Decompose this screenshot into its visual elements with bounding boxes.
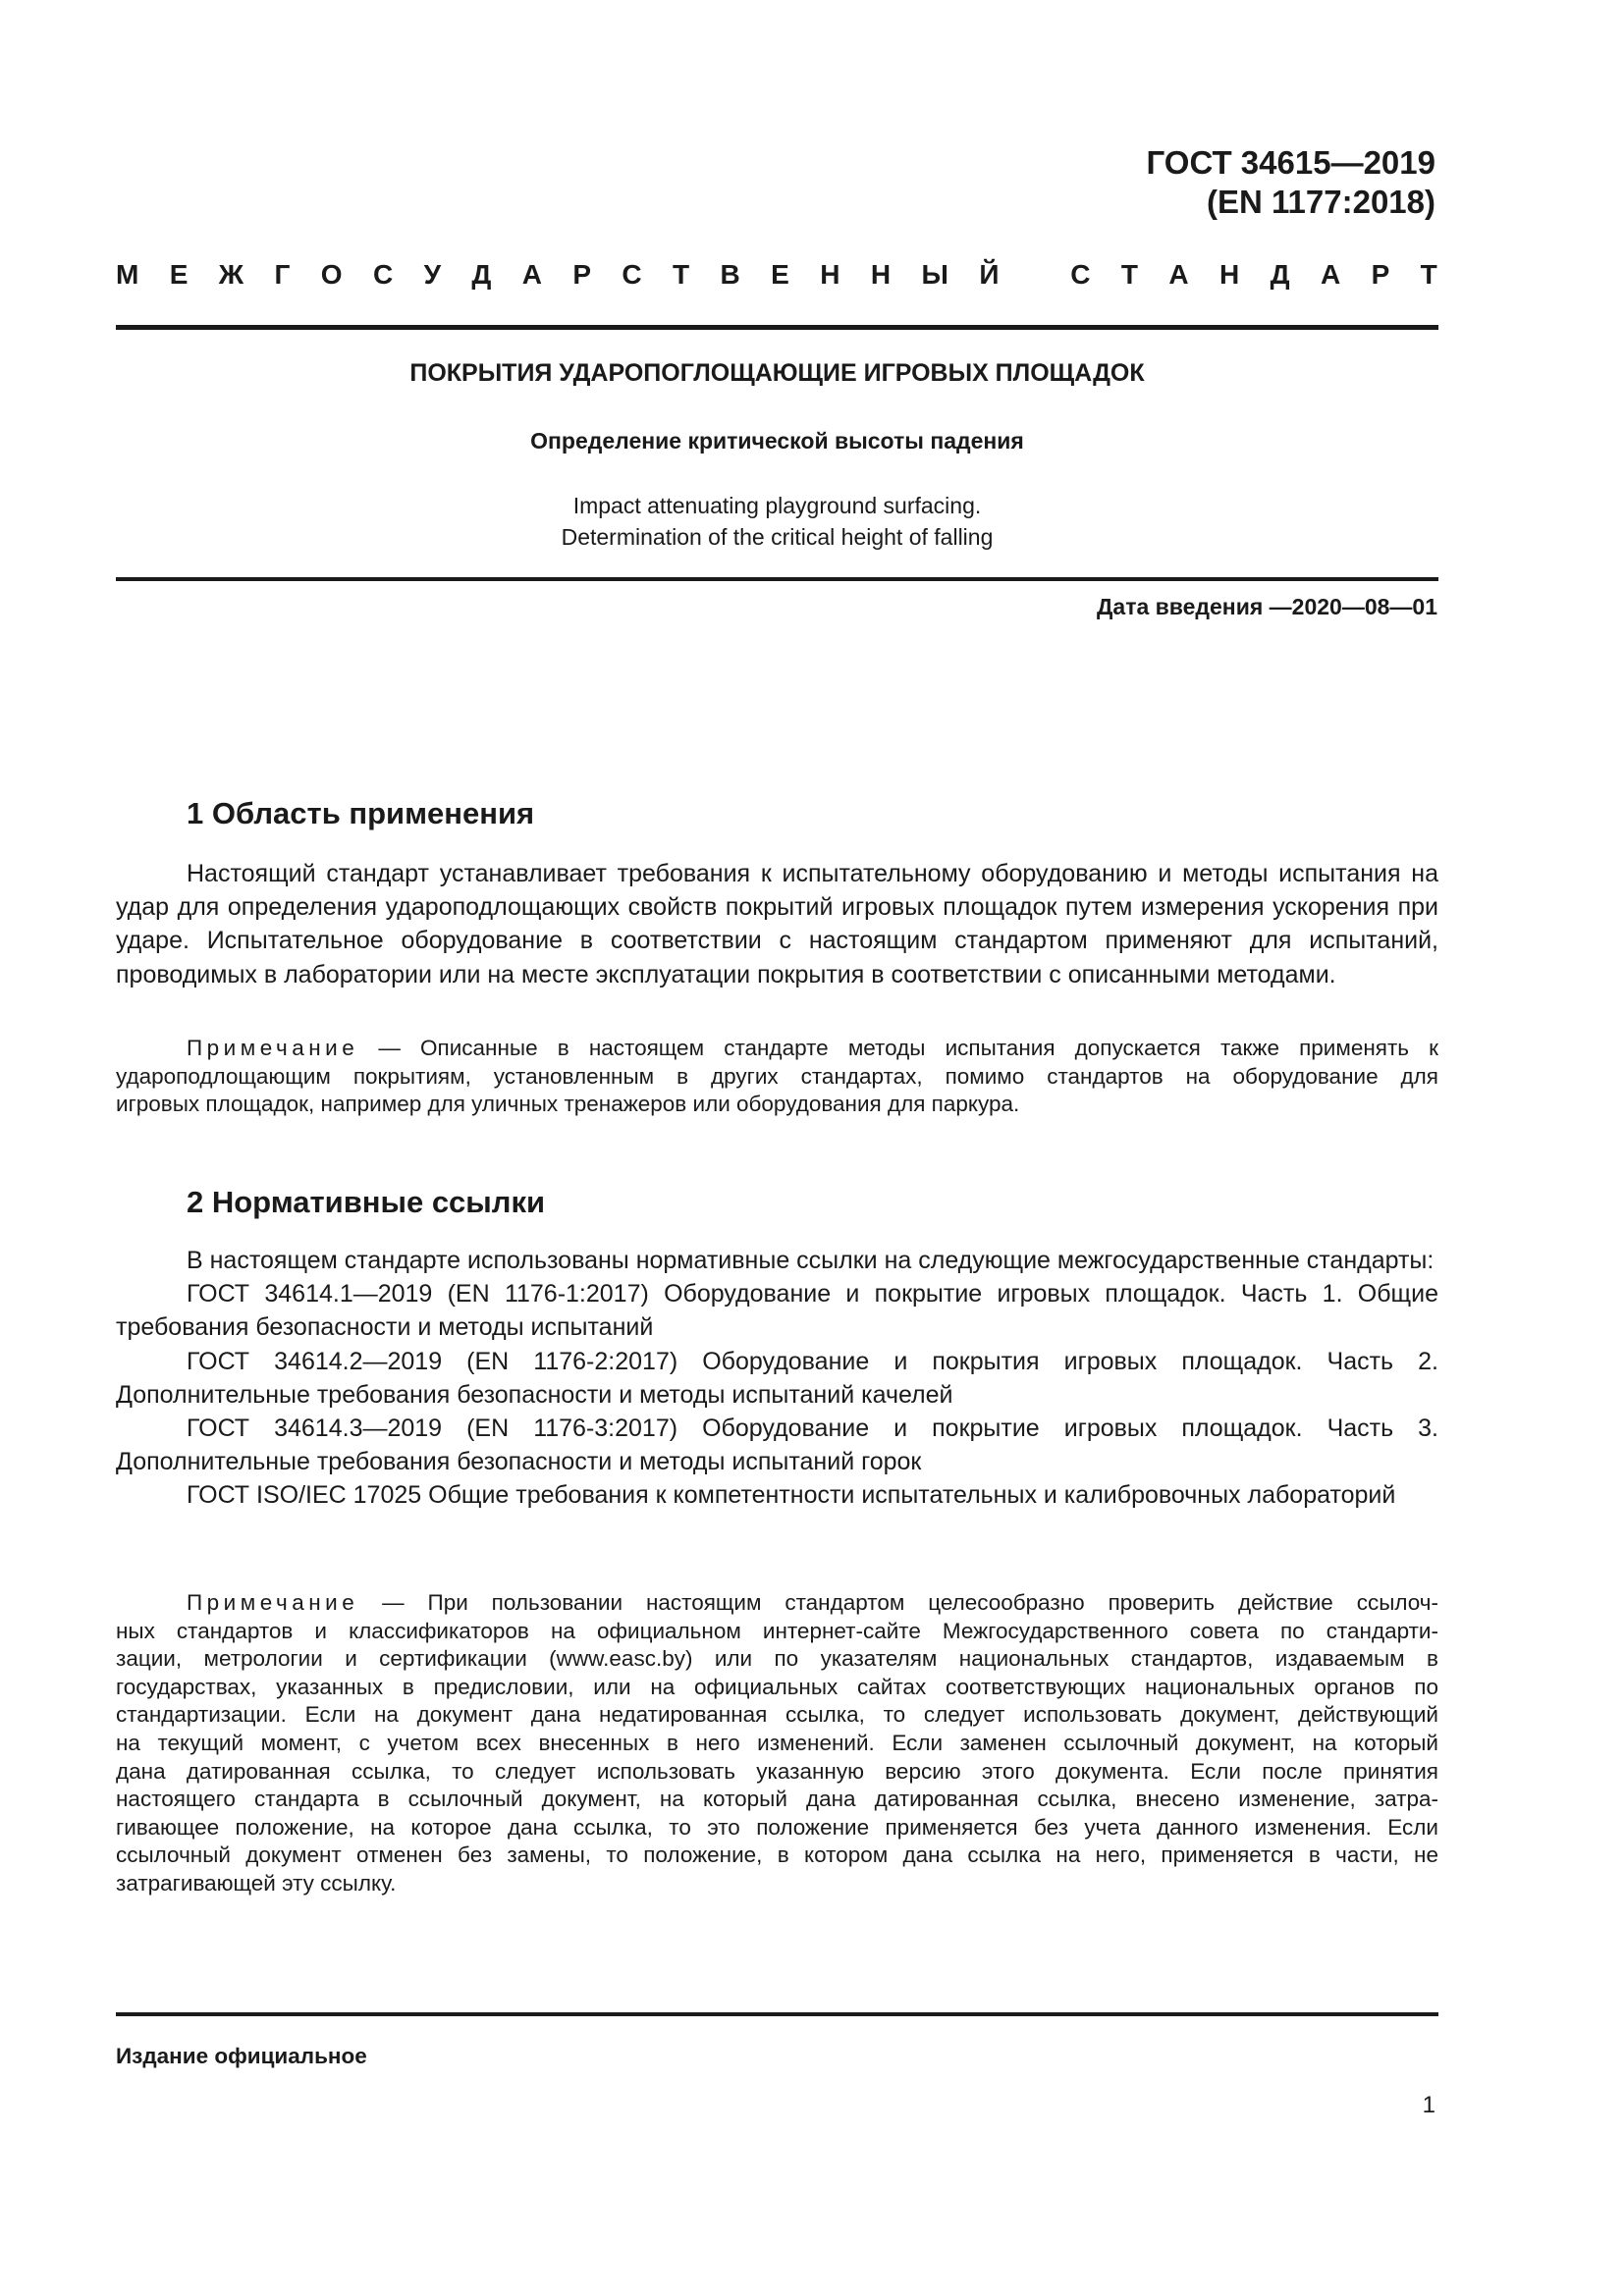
note-line: государствах, указанных в предисловии, или на официальных сайтах соответствующих национальных органов по <box>116 1674 1438 1699</box>
note-line: Примечание — При пользовании настоящим стандартом целесообразно проверить действие ссылоч- <box>187 1590 1438 1615</box>
heading-letter: Г <box>274 259 291 290</box>
reference-item: ГОСТ ISO/IEC 17025 Общие требования к компетентности испытательных и калибровочных лабораторий <box>187 1481 1396 1510</box>
heading-letter: А <box>1168 259 1189 290</box>
document-number-gost: ГОСТ 34615—2019 <box>1146 144 1435 181</box>
heading-letter: А <box>521 259 542 290</box>
heading-letter: Е <box>169 259 189 290</box>
document-subtitle: Определение критической высоты падения <box>530 428 1024 454</box>
heading-letter: Н <box>870 259 892 290</box>
note-line: игровых площадок, например для уличных тренажеров или оборудования для паркура. <box>116 1092 1020 1117</box>
heading-letter: А <box>1320 259 1341 290</box>
english-title <box>116 490 1438 553</box>
note-line: гивающее положение, на которое дана ссылка, то это положение применяется без учета данного изменения. Если <box>116 1814 1438 1840</box>
note-line: ных стандартов и классификаторов на официальном интернет-сайте Межгосударственного совета по стандарти- <box>116 1618 1438 1643</box>
document-title: ПОКРЫТИЯ УДАРОПОГЛОЩАЮЩИЕ ИГРОВЫХ ПЛОЩАДОК <box>409 359 1145 387</box>
heading-letter: Д <box>471 259 492 290</box>
top-divider <box>116 325 1438 330</box>
heading-letter: С <box>622 259 642 290</box>
edition-label: Издание официальное <box>116 2044 367 2068</box>
interstate-standard-heading <box>116 257 1437 293</box>
note-line: настоящего стандарта в ссылочный документ, на который дана датированная ссылка, внесено изменение, затра- <box>116 1787 1438 1812</box>
section-2-heading: 2 Нормативные ссылки <box>187 1185 546 1219</box>
note-line: дана датированная ссылка, то следует использовать указанную версию этого документа. Если после принятия <box>116 1758 1438 1784</box>
document-number <box>1147 143 1435 222</box>
heading-word-gap <box>1030 257 1040 293</box>
note-line: ссылочный документ отменен без замены, то положение, в котором дана ссылка на него, применяется в части, не <box>116 1842 1438 1868</box>
heading-letter: О <box>320 259 343 290</box>
title-divider <box>116 577 1438 581</box>
section-2-note <box>116 1589 1438 1898</box>
heading-letter: У <box>423 259 441 290</box>
heading-letter: С <box>372 259 394 290</box>
document-number-en: (EN 1177:2018) <box>1207 184 1435 220</box>
note-line: зации, метрологии и сертификации (www.easc.by) или по указателям национальных стандартов, издаваемым в <box>116 1646 1438 1672</box>
heading-letter: Е <box>771 259 789 290</box>
heading-letter: Н <box>820 259 840 290</box>
heading-letter: Ы <box>921 259 948 290</box>
reference-item: ГОСТ 34614.1—2019 (EN 1176-1:2017) Оборудование и покрытие игровых площадок. Часть 1. Общие требования безопасности и методы испытаний <box>116 1280 1438 1342</box>
heading-letter: Н <box>1218 259 1240 290</box>
heading-letter: М <box>116 259 139 290</box>
note-line: затрагивающей эту ссылку. <box>116 1870 397 1896</box>
note-label: Примечание <box>187 1036 359 1060</box>
english-title-line-1: Impact attenuating playground surfacing. <box>572 493 982 518</box>
references-intro: В настоящем стандарте использованы нормативные ссылки на следующие межгосударственные стандарты: <box>187 1247 1435 1274</box>
section-1-note <box>116 1035 1438 1119</box>
heading-letter: Й <box>979 259 1000 290</box>
section-1-heading: 1 Область применения <box>187 796 535 830</box>
reference-item: ГОСТ 34614.2—2019 (EN 1176-2:2017) Оборудование и покрытия игровых площадок. Часть 2. Дополнительные требования безопасности и методы испытаний качелей <box>116 1347 1438 1409</box>
heading-letter: Т <box>1120 259 1138 290</box>
reference-item: ГОСТ 34614.3—2019 (EN 1176-3:2017) Оборудование и покрытие игровых площадок. Часть 3. Дополнительные требования безопасности и методы испытаний горок <box>116 1415 1438 1476</box>
introduction-date: Дата введения —2020—08—01 <box>1097 594 1437 619</box>
note-line: на текущий момент, с учетом всех внесенных в него изменений. Если заменен ссылочный документ, на который <box>116 1730 1438 1755</box>
note-label: Примечание <box>187 1590 359 1615</box>
heading-letter: Т <box>1420 259 1437 290</box>
page-number: 1 <box>1422 2092 1435 2118</box>
heading-letter: В <box>720 259 740 290</box>
heading-letter: Р <box>572 259 592 290</box>
heading-letter: С <box>1070 259 1091 290</box>
note-line: Примечание — Описанные в настоящем стандарте методы испытания допускается также применять к <box>187 1036 1438 1060</box>
heading-letter: Ж <box>218 259 244 290</box>
normative-references <box>116 1244 1438 1513</box>
heading-letter: Р <box>1371 259 1390 290</box>
footer-divider <box>116 2012 1438 2016</box>
section-1-paragraph: Настоящий стандарт устанавливает требования к испытательному оборудованию и методы испытания на удар для определения удароподлощающих свойств покрытий игровых площадок путем измерения ускорения при ударе. Испытательное оборудование в соответствии с настоящим стандартом применяют для испытаний, проводимых в лаборатории или на месте эксплуатации покрытия в соответствии с описанными методами. <box>116 860 1438 988</box>
section-1-body <box>116 857 1438 991</box>
note-line: стандартизации. Если на документ дана недатированная ссылка, то следует использовать документ, действующий <box>116 1702 1438 1728</box>
note-line: удароподлощающим покрытиям, установленным в других стандартах, помимо стандартов на оборудование для <box>116 1063 1438 1089</box>
heading-letter: Д <box>1270 259 1290 290</box>
heading-letter: Т <box>673 259 690 290</box>
english-title-line-2: Determination of the critical height of falling <box>561 524 994 550</box>
